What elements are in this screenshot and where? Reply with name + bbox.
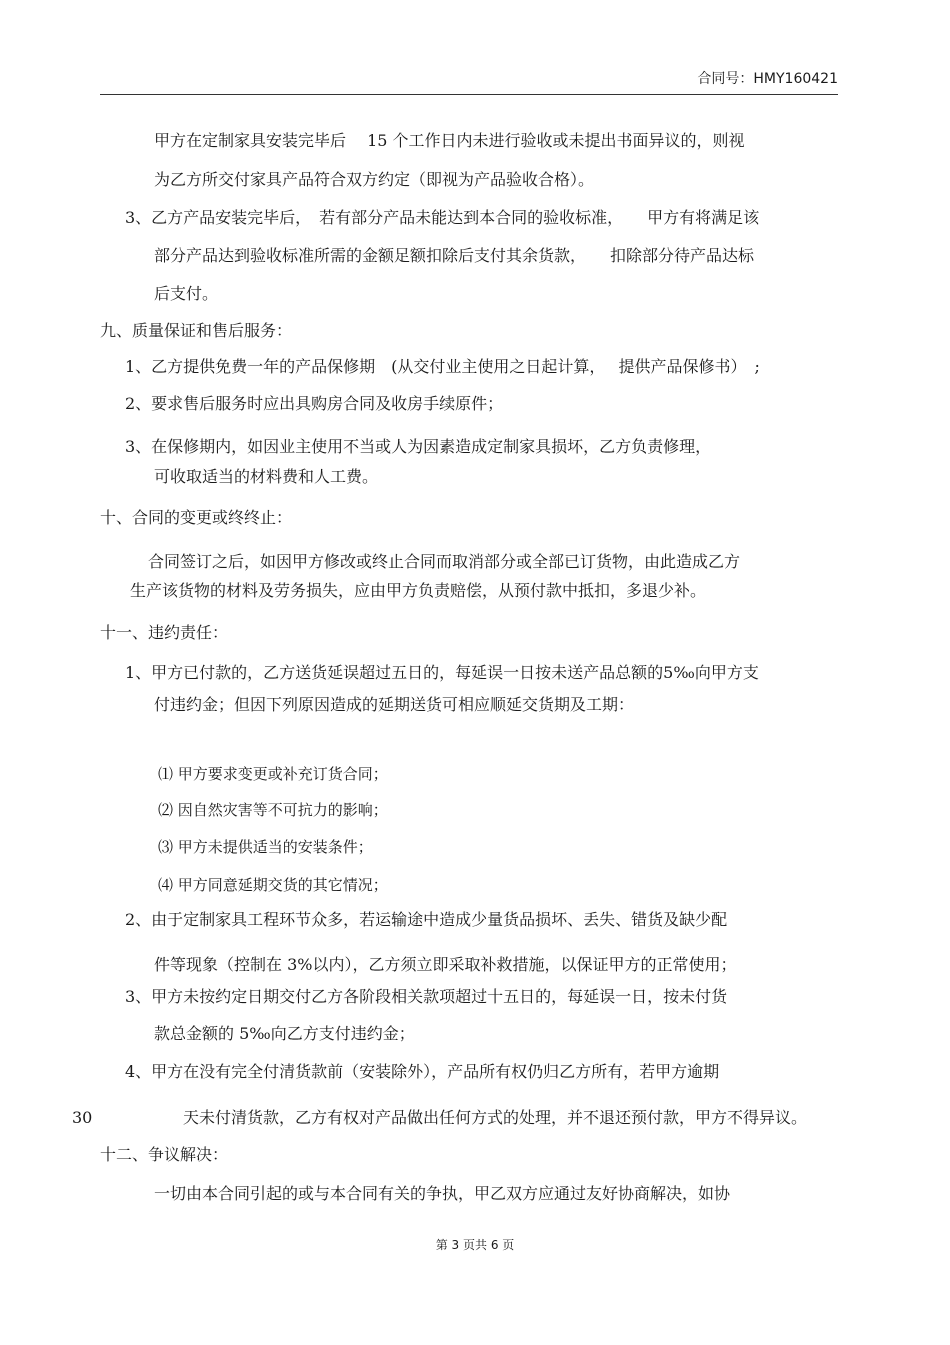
text-line: 付违约金；但因下列原因造成的延期送货可相应顺延交货期及工期： [154, 695, 635, 714]
list-item: 3、甲方未按约定日期交付乙方各阶段相关款项超过十五日的，每延误一日，按未付货 [125, 987, 728, 1006]
sub-item: ⑵ 因自然灾害等不可抗力的影响； [158, 801, 388, 819]
text-line: 为乙方所交付家具产品符合双方约定（即视为产品验收合格）。 [154, 170, 595, 189]
text-line: 可收取适当的材料费和人工费。 [154, 467, 379, 486]
text-line: 生产该货物的材料及劳务损失，应由甲方负责赔偿，从预付款中抵扣，多退少补。 [130, 581, 707, 600]
text-line: 天未付清货款，乙方有权对产品做出任何方式的处理，并不退还预付款，甲方不得异议。 [183, 1108, 808, 1127]
sub-item: ⑴ 甲方要求变更或补充订货合同； [158, 765, 388, 783]
list-item: 3、在保修期内，如因业主使用不当或人为因素造成定制家具损坏，乙方负责修理， [125, 437, 712, 456]
section-heading: 十二、争议解决： [100, 1145, 229, 1164]
section-heading: 十、合同的变更或终终止： [100, 508, 293, 527]
list-item: 1、乙方提供免费一年的产品保修期 (从交付业主使用之日起计算， 提供产品保修书） ; [125, 357, 760, 376]
text-line: 合同签订之后，如因甲方修改或终止合同而取消部分或全部已订货物，由此造成乙方 [148, 552, 741, 571]
list-item: 1、甲方已付款的，乙方送货延误超过五日的，每延误一日按未送产品总额的5‰向甲方支 [125, 663, 759, 682]
text-line: 后支付。 [154, 284, 219, 303]
section-heading: 十一、违约责任： [100, 623, 229, 642]
text-line: 30 [72, 1108, 93, 1127]
list-item: 4、甲方在没有完全付清货款前（安装除外），产品所有权仍归乙方所有，若甲方逾期 [125, 1062, 720, 1081]
page-header [100, 68, 838, 95]
sub-item: ⑷ 甲方同意延期交货的其它情况； [158, 876, 388, 894]
text-line: 部分产品达到验收标准所需的金额足额扣除后支付其余货款， 扣除部分待产品达标 [154, 246, 755, 265]
list-item: 2、要求售后服务时应出具购房合同及收房手续原件； [125, 394, 504, 413]
contract-number: 合同号：HMY160421 [697, 71, 838, 87]
text-line: 款总金额的 5‰向乙方支付违约金； [154, 1024, 415, 1043]
page-number: 第 3 页共 6 页 [435, 1238, 515, 1252]
section-heading: 九、质量保证和售后服务： [100, 321, 293, 340]
list-item: 2、由于定制家具工程环节众多，若运输途中造成少量货品损坏、丢失、错货及缺少配 [125, 910, 728, 929]
text-line: 甲方在定制家具安装完毕后 15 个工作日内未进行验收或未提出书面异议的，则视 [154, 131, 745, 150]
text-line: 一切由本合同引起的或与本合同有关的争执，甲乙双方应通过友好协商解决，如协 [154, 1184, 731, 1203]
sub-item: ⑶ 甲方未提供适当的安装条件； [158, 838, 373, 856]
text-line: 件等现象（控制在 3%以内），乙方须立即采取补救措施，以保证甲方的正常使用； [154, 955, 737, 974]
list-item: 3、乙方产品安装完毕后， 若有部分产品未能达到本合同的验收标准， 甲方有将满足该 [125, 208, 760, 227]
